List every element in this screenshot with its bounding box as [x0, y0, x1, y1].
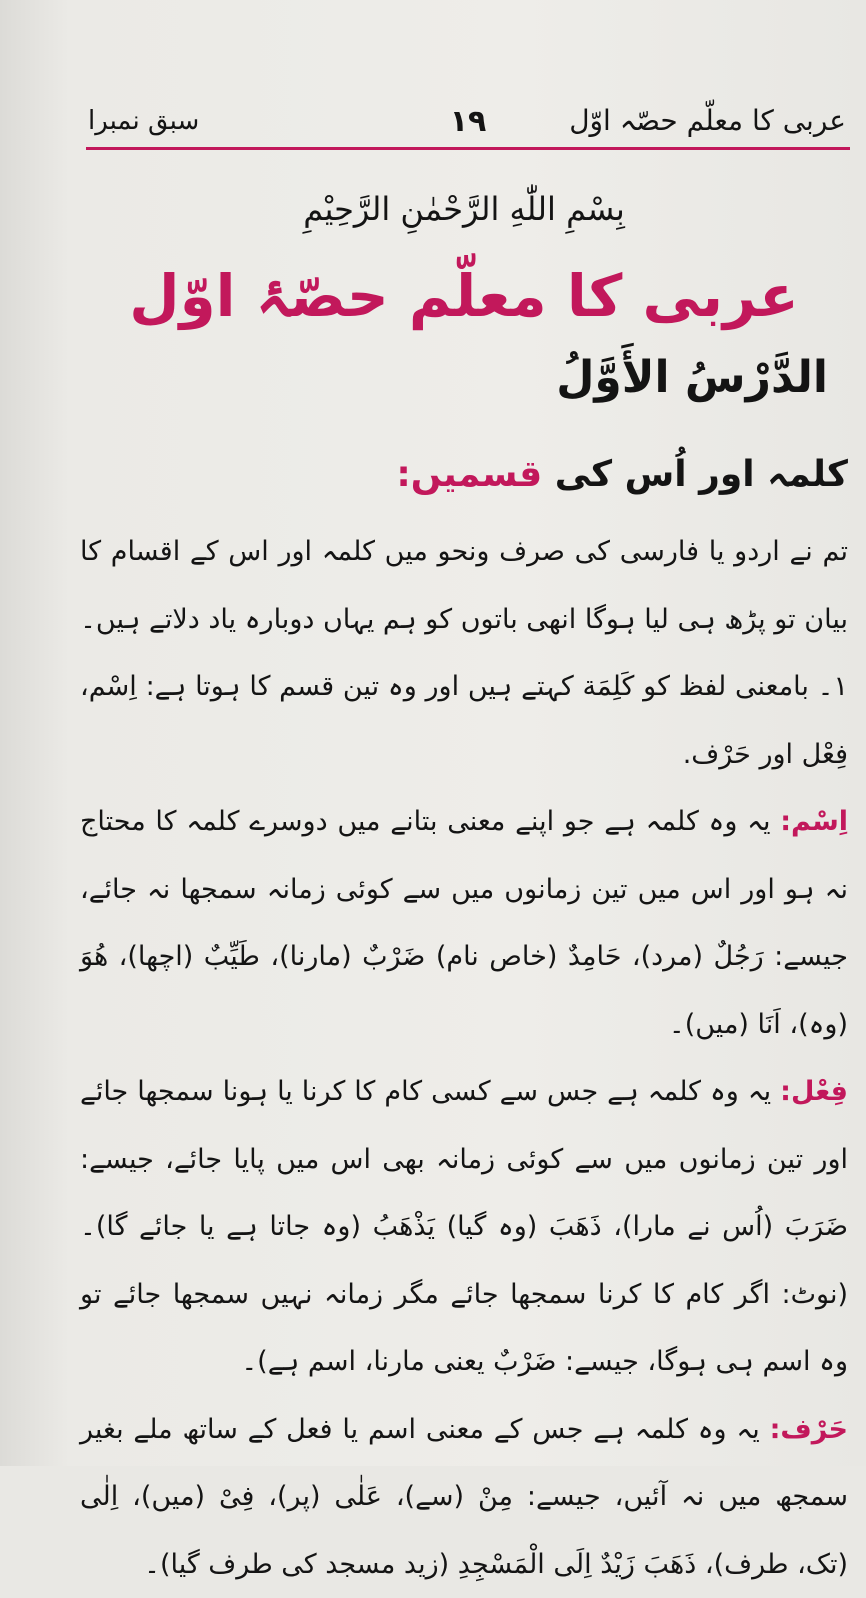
definition-fil-text: یہ وہ کلمہ ہے جس سے کسی کام کا کرنا یا ہونا سمجھا جائے اور تین زمانوں میں سے کوئی زمانہ بھی اس میں پایا جائے، جیسے: ضَرَبَ (اُس نے مارا)، ذَهَبَ (وہ گیا) یَذْهَبُ (وہ جاتا ہے یا جائے گا)۔ (نوٹ: اگر کام کا کرنا سمجھا جائے مگر زمانہ نہیں سمجھا جائے تو وہ اسم ہی ہوگا، جیسے: ضَرْبٌ یعنی مارنا، اسم ہے)۔: [80, 1076, 848, 1377]
page-number: ۱۹: [86, 104, 850, 139]
definition-ism-text: یہ وہ کلمہ ہے جو اپنے معنی بتانے میں دوسرے کلمہ کا محتاج نہ ہو اور اس میں تین زمانوں میں سے کوئی زمانہ سمجھا نہ جائے، جیسے: رَجُلٌ (مرد)، حَامِدٌ (خاص نام) ضَرْبٌ (مارنا)، طَیِّبٌ (اچھا)، هُوَ (وہ)، اَنَا (میں)۔: [80, 806, 848, 1040]
book-title-header: عربی کا معلّم حصّہ اوّل: [569, 104, 846, 137]
point-one-paragraph: ۱۔ بامعنی لفظ کو کَلِمَة کہتے ہیں اور وہ تین قسم کا ہوتا ہے: اِسْم، فِعْل اور حَرْف.: [80, 653, 848, 788]
intro-paragraph: تم نے اردو یا فارسی کی صرف ونحو میں کلمہ اور اس کے اقسام کا بیان تو پڑھ ہی لیا ہوگا انھی باتوں کو ہم یہاں دوبارہ یاد دلاتے ہیں۔: [80, 518, 848, 653]
term-fil: فِعْل:: [780, 1076, 848, 1107]
bismillah: بِسْمِ اللّٰهِ الرَّحْمٰنِ الرَّحِیْمِ: [80, 190, 848, 228]
section-heading-part: کلمہ اور اُس کی: [542, 454, 848, 495]
definition-fil: [80, 1058, 848, 1396]
definition-harf-text: یہ وہ کلمہ ہے جس کے معنی اسم یا فعل کے ساتھ ملے بغیر سمجھ میں نہ آئیں، جیسے: مِنْ (سے)، عَلٰی (پر)، فِیْ (میں)، اِلٰی (تک، طرف)، ذَهَبَ زَیْدٌ اِلَی الْمَسْجِدِ (زید مسجد کی طرف گیا)۔: [80, 1414, 848, 1580]
body-text: [80, 518, 848, 1598]
lesson-number-label: سبق نمبرا: [88, 106, 199, 136]
term-ism: اِسْم:: [780, 806, 848, 837]
main-title: عربی کا معلّم حصّۂ اوّل: [80, 262, 848, 330]
lesson-title: الدَّرْسُ الأَوَّلُ: [80, 352, 848, 403]
term-harf: حَرْف:: [770, 1414, 848, 1445]
running-header: [86, 100, 850, 146]
definition-harf: [80, 1396, 848, 1598]
header-divider: [86, 147, 850, 150]
section-heading: [80, 454, 848, 495]
definition-ism: [80, 788, 848, 1058]
section-heading-emphasis: قسمیں:: [396, 454, 542, 495]
